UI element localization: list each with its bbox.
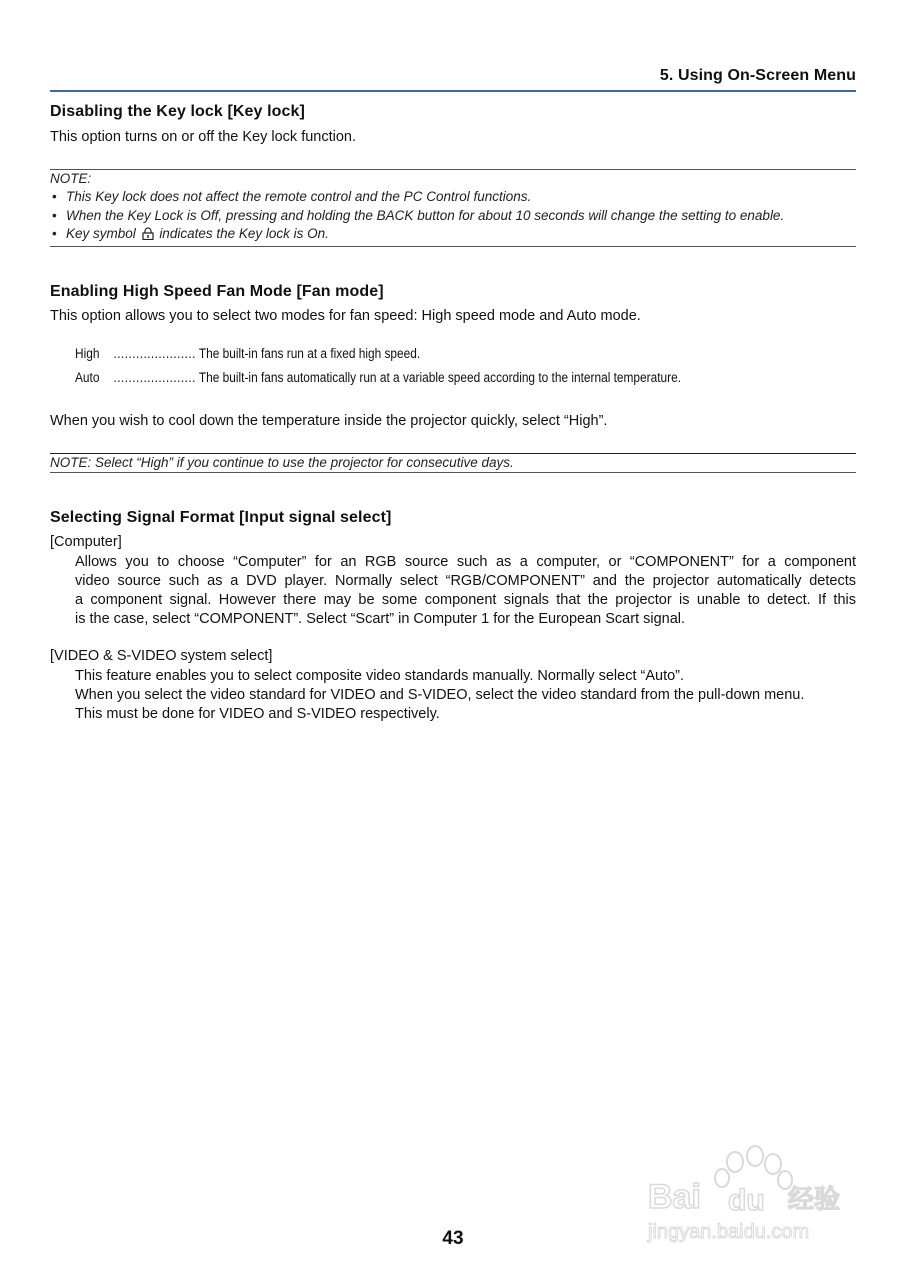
keylock-note <box>50 169 856 247</box>
note-text: indicates the Key lock is On. <box>159 226 329 241</box>
fanmode-advice: When you wish to cool down the temperature inside the projector quickly, select “High”. <box>50 413 608 429</box>
page-number: 43 <box>442 1228 464 1249</box>
watermark-url: jingyan.baidu.com <box>648 1221 810 1243</box>
svg-text:经验: 经验 <box>788 1185 841 1215</box>
fanmode-intro: This option allows you to select two modes for fan speed: High speed mode and Auto mode. <box>50 308 641 324</box>
note-item-key-symbol <box>50 225 856 244</box>
computer-label: [Computer] <box>50 534 122 550</box>
text-line: Allows you to choose “Computer” for an RGB source such as a computer, or “COMPONENT” for a component <box>75 554 856 570</box>
text-line: This must be done for VIDEO and S-VIDEO respectively. <box>75 706 440 722</box>
fan-mode-auto <box>75 366 681 390</box>
section-title: 5. Using On-Screen Menu <box>659 67 856 84</box>
mode-description: The built-in fans run at a fixed high speed. <box>198 346 421 361</box>
fan-mode-high <box>75 342 681 366</box>
video-description <box>75 667 856 724</box>
lock-icon <box>141 227 155 240</box>
mode-name: High <box>75 346 100 361</box>
text-line: is the case, select “COMPONENT”. Select “Scart” in Computer 1 for the European Scart signal. <box>75 611 686 627</box>
leader-dots: ...................... <box>113 370 196 385</box>
text-line: When you select the video standard for VIDEO and S-VIDEO, select the video standard from the pull-down menu. <box>75 687 805 703</box>
note-item: • This Key lock does not affect the remote control and the PC Control functions. <box>50 188 856 207</box>
fanmode-note: NOTE: Select “High” if you continue to use the projector for consecutive days. <box>50 453 856 473</box>
svg-text:du: du <box>728 1184 765 1217</box>
page-header <box>50 66 856 92</box>
svg-text:Bai: Bai <box>648 1178 701 1216</box>
keylock-intro: This option turns on or off the Key lock function. <box>50 129 357 145</box>
note-item: • When the Key Lock is Off, pressing and holding the BACK button for about 10 seconds will change the setting to enable. <box>50 207 856 226</box>
leader-dots: ...................... <box>113 346 196 361</box>
text-line: This feature enables you to select composite video standards manually. Normally select “Auto”. <box>75 668 685 684</box>
video-label: [VIDEO & S-VIDEO system select] <box>50 648 273 664</box>
keylock-heading: Disabling the Key lock [Key lock] <box>50 103 305 120</box>
mode-description: The built-in fans automatically run at a variable speed according to the internal temperature. <box>198 370 681 385</box>
fan-mode-list <box>75 342 681 390</box>
computer-description <box>75 553 856 629</box>
note-title: NOTE: <box>50 171 92 186</box>
note-text: Key symbol <box>66 226 136 241</box>
mode-name: Auto <box>75 370 100 385</box>
signal-heading: Selecting Signal Format [Input signal select] <box>50 509 392 526</box>
text-line: video source such as a DVD player. Normally select “RGB/COMPONENT” and the projector automatically detects <box>75 573 856 589</box>
fanmode-heading: Enabling High Speed Fan Mode [Fan mode] <box>50 283 384 300</box>
text-line: a component signal. However there may be some component signals that the projector is unable to detect. If this <box>75 592 856 608</box>
